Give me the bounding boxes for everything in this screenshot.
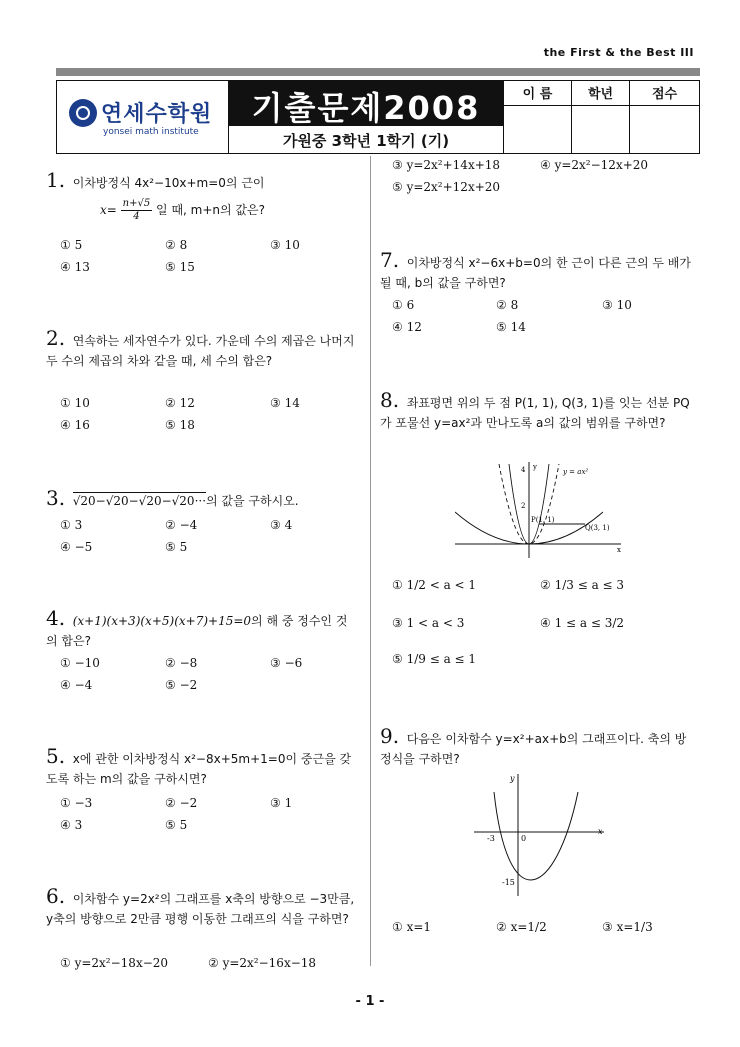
question-number: 7.: [380, 248, 400, 272]
option[interactable]: ① 3: [60, 518, 83, 532]
option[interactable]: ① −10: [60, 656, 100, 670]
question-text: 좌표평면 위의 두 점 P(1, 1), Q(3, 1)를 잇는 선분 PQ가 포물선 y=ax²과 만나도록 a의 값의 범위를 구하면?: [380, 396, 690, 430]
option[interactable]: ② 8: [165, 238, 188, 252]
quadratic-graph: [474, 772, 608, 898]
tick-label: 4: [521, 466, 526, 474]
fraction-denominator: 4: [133, 211, 140, 222]
option[interactable]: ② −2: [165, 796, 198, 810]
y-axis-label: y: [510, 774, 515, 783]
option[interactable]: ② 12: [165, 396, 195, 410]
question-9: [380, 726, 694, 769]
question-8: [380, 390, 694, 433]
question-1: [46, 170, 356, 193]
question-number: 9.: [380, 724, 400, 748]
option[interactable]: ④ 1 ≤ a ≤ 3/2: [540, 616, 625, 630]
question-text-2: 일 때, m+n의 값은?: [156, 203, 265, 217]
tick-label: 2: [521, 502, 526, 510]
grade-label: 학년: [587, 87, 614, 102]
option[interactable]: ③ 1 < a < 3: [392, 616, 465, 630]
option[interactable]: ④ −5: [60, 540, 93, 554]
header-table: [56, 80, 700, 154]
question-text: 의 해 중 정수인 것의 합은?: [46, 614, 348, 648]
option[interactable]: ③ 10: [270, 238, 300, 252]
logo: [57, 81, 229, 153]
nested-root-expression: √20−√20−√20−√20···: [72, 494, 207, 508]
option[interactable]: ⑤ 18: [165, 418, 195, 432]
option[interactable]: ⑤ 14: [496, 320, 526, 334]
question-6: [46, 886, 358, 929]
option[interactable]: ⑤ 5: [165, 818, 188, 832]
page-number: - 1 -: [355, 994, 385, 1009]
question-text: 이차방정식 4x²−10x+m=0의 근이: [72, 176, 265, 190]
page-title: 기출문제2008: [251, 89, 481, 127]
question-number: 3.: [46, 486, 66, 510]
question-text: 연속하는 세자연수가 있다. 가운데 수의 제곱은 나머지 두 수의 제곱의 차와 같을 때, 세 수의 합은?: [46, 334, 355, 368]
question-number: 1.: [46, 168, 66, 192]
score-field: [629, 81, 699, 153]
question-text: 이차함수 y=2x²의 그래프를 x축의 방향으로 −3만큼, y축의 방향으로 2만큼 평행 이동한 그래프의 식을 구하면?: [46, 892, 355, 926]
option[interactable]: ② 1/3 ≤ a ≤ 3: [540, 578, 625, 592]
subtitle-box: [229, 125, 503, 153]
column-divider: [370, 156, 371, 966]
origin-label: 0: [521, 834, 527, 843]
question-number: 8.: [380, 388, 400, 412]
score-label: 점수: [651, 87, 678, 102]
grade-field: [571, 81, 629, 153]
curve-label: y = ax²: [563, 468, 589, 476]
option[interactable]: ④ −4: [60, 678, 93, 692]
name-label: 이 름: [522, 87, 553, 102]
option[interactable]: ⑤ 1/9 ≤ a ≤ 1: [392, 652, 477, 666]
question-number: 2.: [46, 326, 66, 350]
option[interactable]: ③ −6: [270, 656, 303, 670]
option[interactable]: ⑤ 15: [165, 260, 195, 274]
option[interactable]: ③ x=1/3: [602, 920, 653, 934]
option[interactable]: ① x=1: [392, 920, 432, 934]
question-text: 다음은 이차함수 y=x²+ax+b의 그래프이다. 축의 방정식을 구하면?: [380, 732, 687, 766]
logo-name: 연세수학원: [101, 102, 213, 127]
expr-x: x=: [100, 203, 117, 217]
parabola-curve: [494, 792, 578, 880]
title-box: [229, 81, 503, 125]
option[interactable]: ② x=1/2: [496, 920, 547, 934]
option[interactable]: ① −3: [60, 796, 93, 810]
point-q-label: Q(3, 1): [585, 524, 610, 532]
option[interactable]: ① 1/2 < a < 1: [392, 578, 477, 592]
x-axis-label: x: [598, 827, 603, 836]
question-5: [46, 746, 358, 789]
root-label: -3: [487, 834, 495, 843]
question-number: 4.: [46, 606, 66, 630]
option[interactable]: ② y=2x²−16x−18: [208, 956, 317, 970]
question-4: [46, 608, 358, 651]
option[interactable]: ⑤ −2: [165, 678, 198, 692]
question-text: x에 관한 이차방정식 x²−8x+5m+1=0이 중근을 갖도록 하는 m의 값을 구하시면?: [46, 752, 352, 786]
option[interactable]: ⑤ 5: [165, 540, 188, 554]
question-3: [46, 488, 358, 511]
option[interactable]: ③ 4: [270, 518, 293, 532]
parabola-graph: [455, 460, 625, 560]
option[interactable]: ③ 14: [270, 396, 300, 410]
y-axis-label: y: [533, 463, 537, 471]
question-number: 5.: [46, 744, 66, 768]
question-text: 이차방정식 x²−6x+b=0의 한 근이 다른 근의 두 배가 될 때, b의 값을 구하면?: [380, 256, 691, 290]
point-p-label: P(1, 1): [531, 516, 555, 524]
question-2: [46, 328, 358, 371]
option[interactable]: ① 5: [60, 238, 83, 252]
logo-emblem-icon: [69, 99, 97, 127]
option[interactable]: ① y=2x²−18x−20: [60, 956, 169, 970]
option[interactable]: ④ 3: [60, 818, 83, 832]
name-field: [503, 81, 571, 153]
option[interactable]: ③ 1: [270, 796, 293, 810]
option[interactable]: ② −8: [165, 656, 198, 670]
page-subtitle: 가원중 3학년 1학기 (기): [282, 132, 450, 150]
option[interactable]: ① 6: [392, 298, 415, 312]
top-bar: [56, 68, 700, 76]
y-intercept-label: -15: [502, 878, 515, 887]
question-number: 6.: [46, 884, 66, 908]
x-axis-label: x: [617, 546, 621, 554]
tagline: the First & the Best III: [543, 46, 694, 59]
equation: (x+1)(x+3)(x+5)(x+7)+15=0: [72, 614, 252, 628]
option[interactable]: ③ y=2x²+14x+18: [392, 158, 501, 172]
option[interactable]: ② 8: [496, 298, 519, 312]
option[interactable]: ④ 16: [60, 418, 90, 432]
option[interactable]: ④ 12: [392, 320, 422, 334]
option[interactable]: ④ 13: [60, 260, 90, 274]
question-text: 의 값을 구하시오.: [206, 494, 299, 508]
option[interactable]: ④ y=2x²−12x+20: [540, 158, 649, 172]
logo-subtitle: yonsei math institute: [103, 127, 199, 137]
fraction-numerator: n+√5: [122, 198, 151, 209]
option[interactable]: ② −4: [165, 518, 198, 532]
option[interactable]: ③ 10: [602, 298, 632, 312]
question-1-line2: [100, 198, 265, 223]
option[interactable]: ⑤ y=2x²+12x+20: [392, 180, 501, 194]
option[interactable]: ① 10: [60, 396, 90, 410]
question-7: [380, 250, 694, 293]
